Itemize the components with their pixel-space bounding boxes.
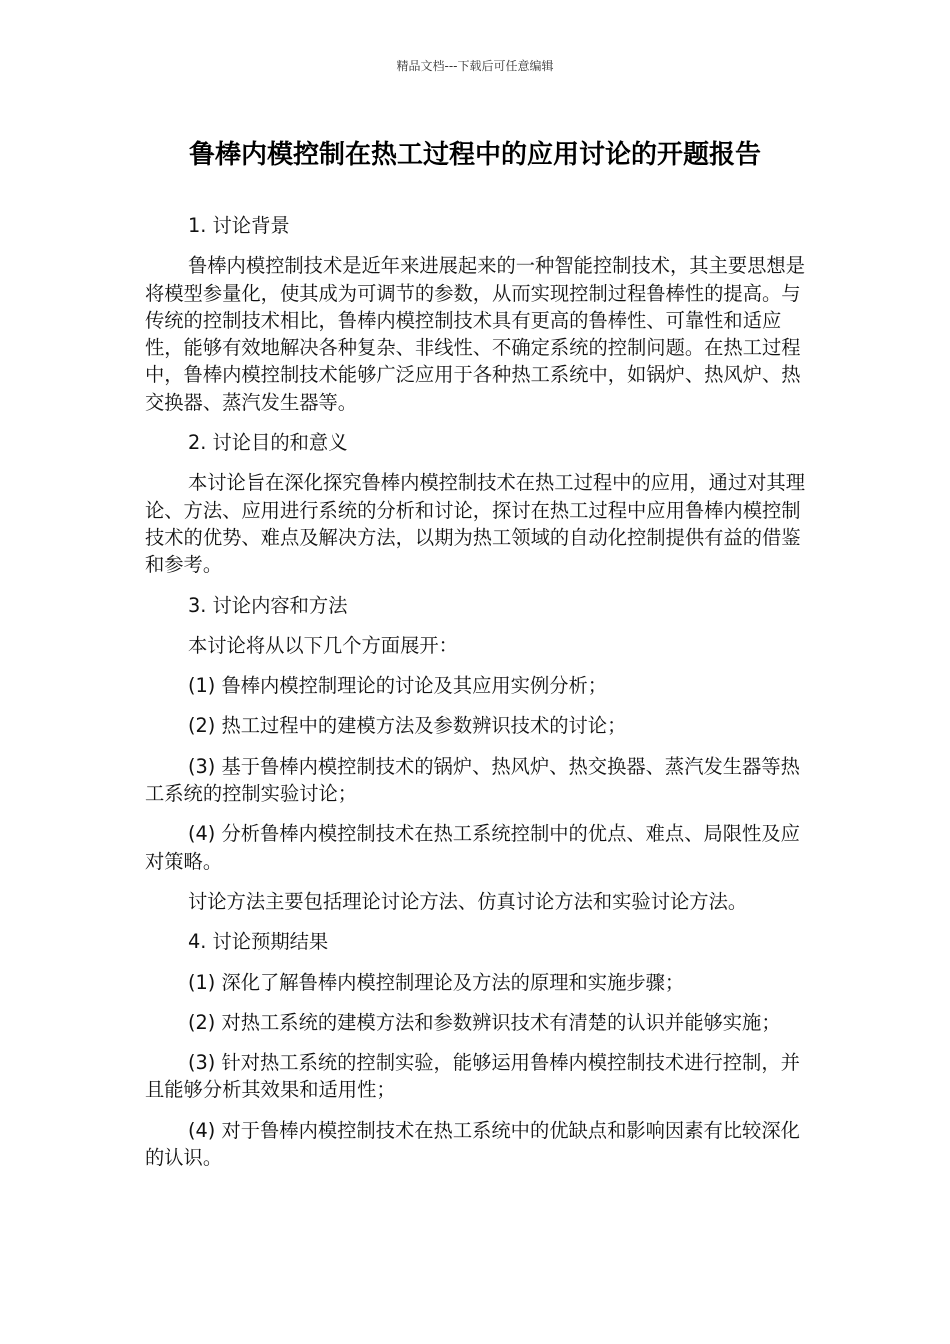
paragraph-content-intro: 本讨论将从以下几个方面展开： xyxy=(188,633,458,657)
content-item-2: (2) 热工过程中的建模方法及参数辨识技术的讨论； xyxy=(188,714,627,738)
result-item-3: (3) 针对热工系统的控制实验，能够运用鲁棒内模控制技术进行控制，并且能够分析其效果和适用性； xyxy=(145,1051,800,1102)
content-item-3: (3) 基于鲁棒内模控制技术的锅炉、热风炉、热交换器、蒸汽发生器等热工系统的控制实验讨论； xyxy=(145,754,800,806)
section-heading-expected-results: 4. 讨论预期结果 xyxy=(188,930,329,954)
section-heading-background: 1. 讨论背景 xyxy=(188,214,290,237)
content-item-4: (4) 分析鲁棒内模控制技术在热工系统控制中的优点、难点、局限性及应对策略。 xyxy=(145,822,800,873)
result-item-2: (2) 对热工系统的建模方法和参数辨识技术有清楚的认识并能够实施； xyxy=(188,1010,781,1034)
paragraph-background: 鲁棒内模控制技术是近年来进展起来的一种智能控制技术，其主要思想是将模型参量化，使其成为可调节的参数，从而实现控制过程鲁棒性的提高。与传统的控制技术相比，鲁棒内模控制技术具有更高的鲁棒性、可靠性和适应性，能够有效地解决各种复杂、非线性、不确定系统的控制问题。在热工过程中，鲁棒内模控制技术能够广泛应用于各种热工系统中，如锅炉、热风炉、热交换器、蒸汽发生器等。 xyxy=(145,254,805,414)
document-body xyxy=(145,212,817,1184)
document-title: 鲁棒内模控制在热工过程中的应用讨论的开题报告 xyxy=(188,140,761,170)
section-heading-purpose: 2. 讨论目的和意义 xyxy=(188,431,348,455)
content-item-1: (1) 鲁棒内模控制理论的讨论及其应用实例分析； xyxy=(188,674,608,698)
result-item-1: (1) 深化了解鲁棒内模控制理论及方法的原理和实施步骤； xyxy=(188,970,685,994)
header-note: 精品文档---下载后可任意编辑 xyxy=(396,59,554,73)
section-heading-content-methods: 3. 讨论内容和方法 xyxy=(188,593,348,617)
paragraph-methods: 讨论方法主要包括理论讨论方法、仿真讨论方法和实验讨论方法。 xyxy=(188,889,748,913)
result-item-4: (4) 对于鲁棒内模控制技术在热工系统中的优缺点和影响因素有比较深化的认识。 xyxy=(145,1118,800,1170)
paragraph-purpose: 本讨论旨在深化探究鲁棒内模控制技术在热工过程中的应用，通过对其理论、方法、应用进行系统的分析和讨论，探讨在热工过程中应用鲁棒内模控制技术的优势、难点及解决方法，以期为热工领域的自动化控制提供有益的借鉴和参考。 xyxy=(145,471,805,577)
